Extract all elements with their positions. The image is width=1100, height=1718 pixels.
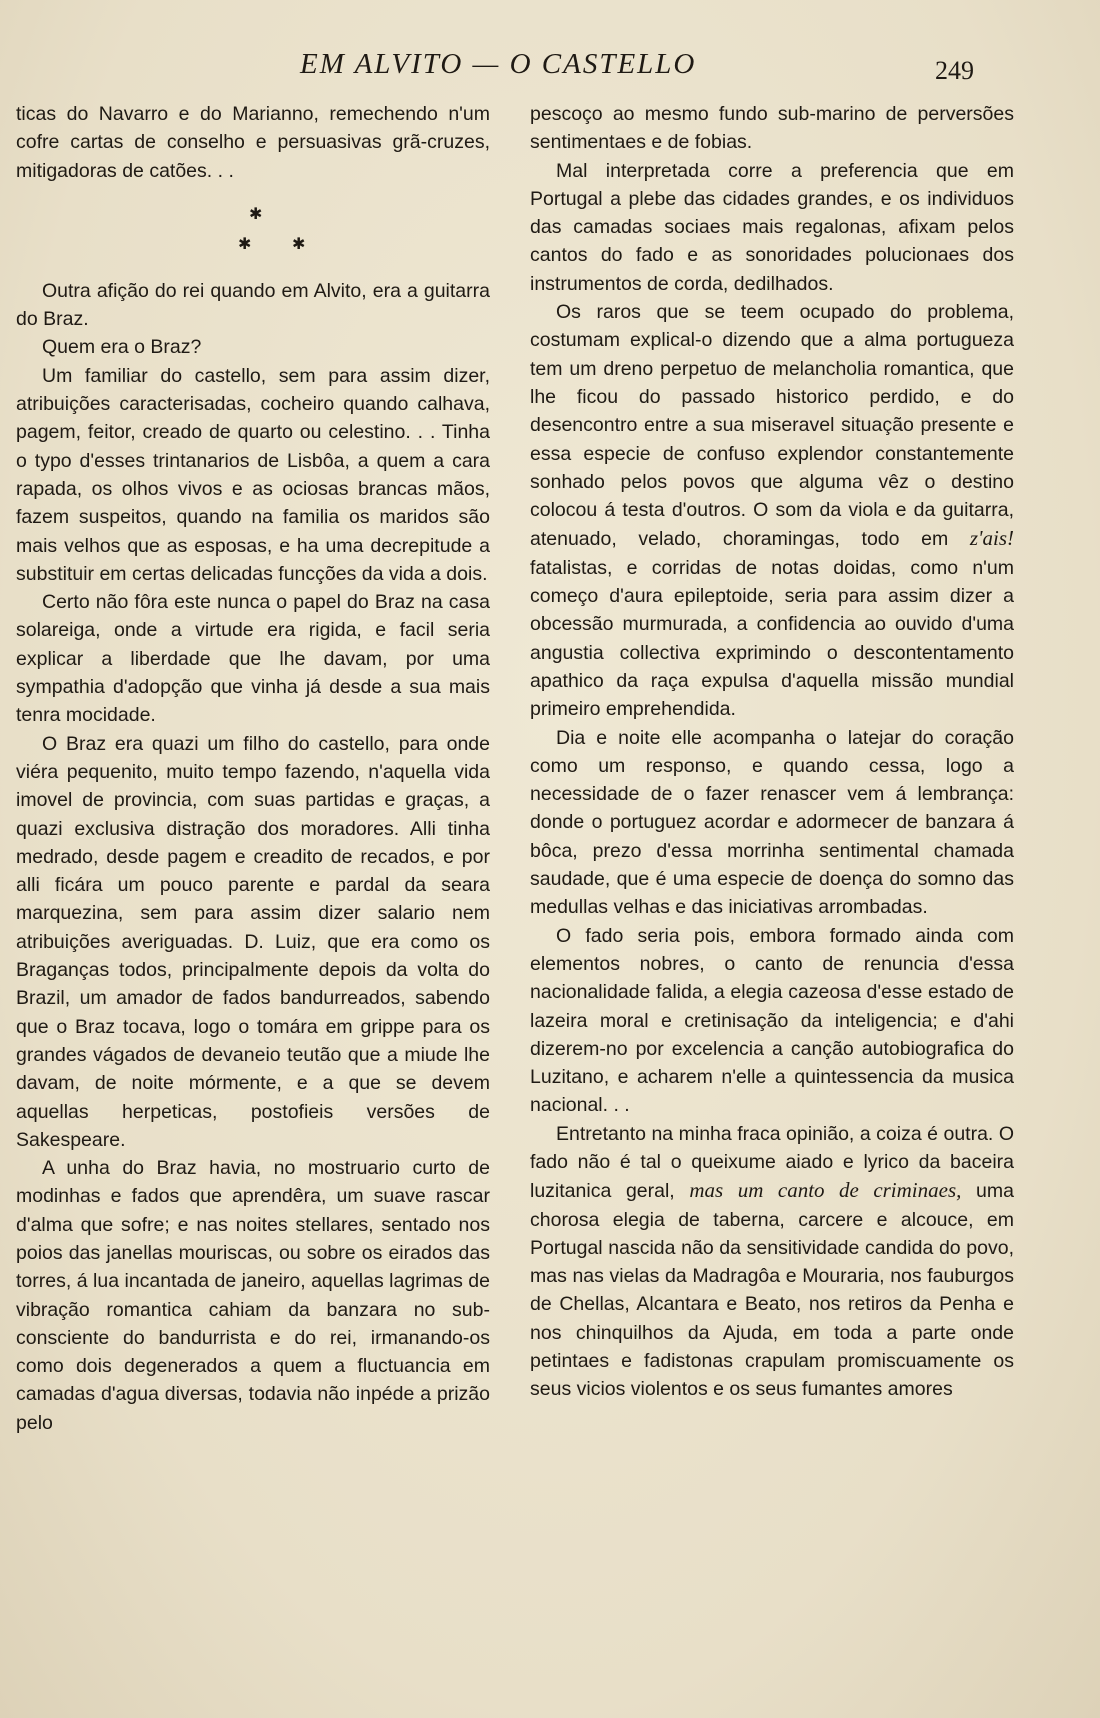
paragraph: Certo não fôra este nunca o papel do Braz na casa solareiga, onde a virtude era rigida, e facil seria explicar a liberdade que lhe davam, por uma sympathia d'adopção que vinha já desde a sua mais tenra mocidade.: [16, 591, 490, 727]
paragraph: [530, 298, 1014, 723]
paragraph-text: Os raros que se teem ocupado do problema, costumam explical-o dizendo que a alma portugueza tem um dreno perpetuo de melancholia romantica, que lhe ficou do passado historico perdido, e do desencontro entre a sua miseravel situação presente e essa especie de confuso explendor constantemente sonhado pelos povos que alguma vêz o destino colocou á testa d'outros. O som da viola e da guitarra, atenuado, velado, choramingas, todo em: [530, 301, 1014, 551]
page-header: [0, 44, 1100, 94]
emphasis-text: z'ais!: [969, 526, 1014, 551]
paragraph: pescoço ao mesmo fundo sub-marino de perversões sentimentaes e de fobias.: [530, 103, 1014, 154]
paragraph: O Braz era quazi um filho do castello, para onde viéra pequenito, muito tempo fazendo, n'aquella vida imovel de provincia, com suas partidas e graças, a quazi exclusiva distração dos moradores. Alli tinha medrado, desde pagem e creadito de recados, e por alli ficára um pouco parente e pardal da seara marquezina, sem para assim dizer salario nem atribuições averiguadas. D. Luiz, que era como os Braganças todos, principalmente depois da volta do Brazil, um amador de fados bandurreados, sabendo que o Braz tocava, logo o tomára em grippe para os grandes vágados de devaneio teutão que a miude lhe davam, de noite mórmente, e a que se devem aquellas herpeticas, postofieis versões de Sakespeare.: [16, 732, 490, 1151]
left-column: [16, 100, 490, 1437]
asterisk-icon: ✱: [249, 205, 263, 223]
page-number: 249: [935, 56, 974, 85]
asterisk-icon: ✱: [292, 235, 306, 253]
running-title: EM ALVITO — O CASTELLO: [300, 48, 697, 80]
right-column: [530, 100, 1014, 1404]
paragraph: Quem era o Braz?: [42, 336, 202, 359]
paragraph: O fado seria pois, embora formado ainda com elementos nobres, o canto de renuncia d'essa nacionalidade falida, a elegia cazeosa d'esse estado de lazeira moral e cretinisação da inteligencia; e d'ahi dizerem-no por excelencia a canção autobiografica do Luzitano, e acharem n'elle a quintessencia da musica nacional. . .: [530, 924, 1014, 1117]
paragraph: Dia e noite elle acompanha o latejar do coração como um responso, e quando cessa, logo a necessidade de o fazer renascer vem á lembrança: donde o portuguez acordar e adormecer de banzara á bôca, prezo d'essa morrinha sentimental chamada saudade, que é uma especie de doença do somno das medullas velhas e das iniciativas arrombadas.: [530, 726, 1014, 919]
paragraph: [530, 1120, 1014, 1404]
paragraph-text: uma chorosa elegia de taberna, carcere e alcouce, em Portugal nascida não da sensitividade candida do povo, mas nas vielas da Madragôa e Mouraria, nos fauburgos de Chellas, Alcantara e Beato, nos retiros da Penha e nos chinquilhos da Ajuda, em toda a parte onde petintaes e fadistonas crapulam promiscuamente os seus vicios violentos e os seus fumantes amores: [530, 1180, 1014, 1401]
asterisk-icon: ✱: [238, 235, 252, 253]
paragraph-text: fatalistas, e corridas de notas doidas, como n'um começo d'aura epileptoide, seria para assim dizer a obcessão murmurada, a confidencia ao ouvido d'uma angustia collectiva exprimindo o descontentamento apathico da raça expulsa d'aquella missão mundial primeiro emprehendida.: [530, 556, 1014, 721]
paragraph: Um familiar do castello, sem para assim dizer, atribuições caracterisadas, cocheiro quando calhava, pagem, feitor, creado de quarto ou celestino. . . Tinha o typo d'esses trintanarios de Lisbôa, a quem a cara rapada, os olhos vivos e as ociosas brancas mãos, fazem suspeitos, quando na familia os maridos são mais velhos que as esposas, e ha uma decrepitude a substituir em certas delicadas funcções da vida a dois.: [16, 364, 490, 585]
section-ornament: [16, 185, 490, 277]
paragraph: Outra afição do rei quando em Alvito, era a guitarra do Braz.: [16, 279, 490, 331]
paragraph-text: Entretanto na minha fraca opinião, a coiza é outra. O fado não é tal o queixume aiado e lyrico da baceira luzitanica geral,: [530, 1122, 1014, 1203]
paragraph: Mal interpretada corre a preferencia que em Portugal a plebe das cidades grandes, e os individuos das camadas sociaes mais regalonas, afixam pelos cantos do fado e as sonoridades polucionaes dos instrumentos de corda, dedilhados.: [530, 159, 1014, 295]
paragraph: ticas do Navarro e do Marianno, remechendo n'um cofre cartas de conselho e persuasivas grã-cruzes, mitigadoras de catões. . .: [16, 103, 490, 182]
emphasis-text: mas um canto de criminaes,: [689, 1178, 962, 1203]
paragraph: A unha do Braz havia, no mostruario curto de modinhas e fados que aprendêra, um suave rascar d'alma que sofre; e nas noites stellares, sentado nos poios das janellas mouriscas, ou sobre os eirados das torres, á lua incantada de janeiro, aquellas lagrimas de vibração romantica cahiam da banzara no sub-consciente do bandurrista e do rei, irmanando-os como dois degenerados a quem a fluctuancia em camadas d'agua diversas, todavia não inpéde a prizão pelo: [16, 1157, 490, 1434]
